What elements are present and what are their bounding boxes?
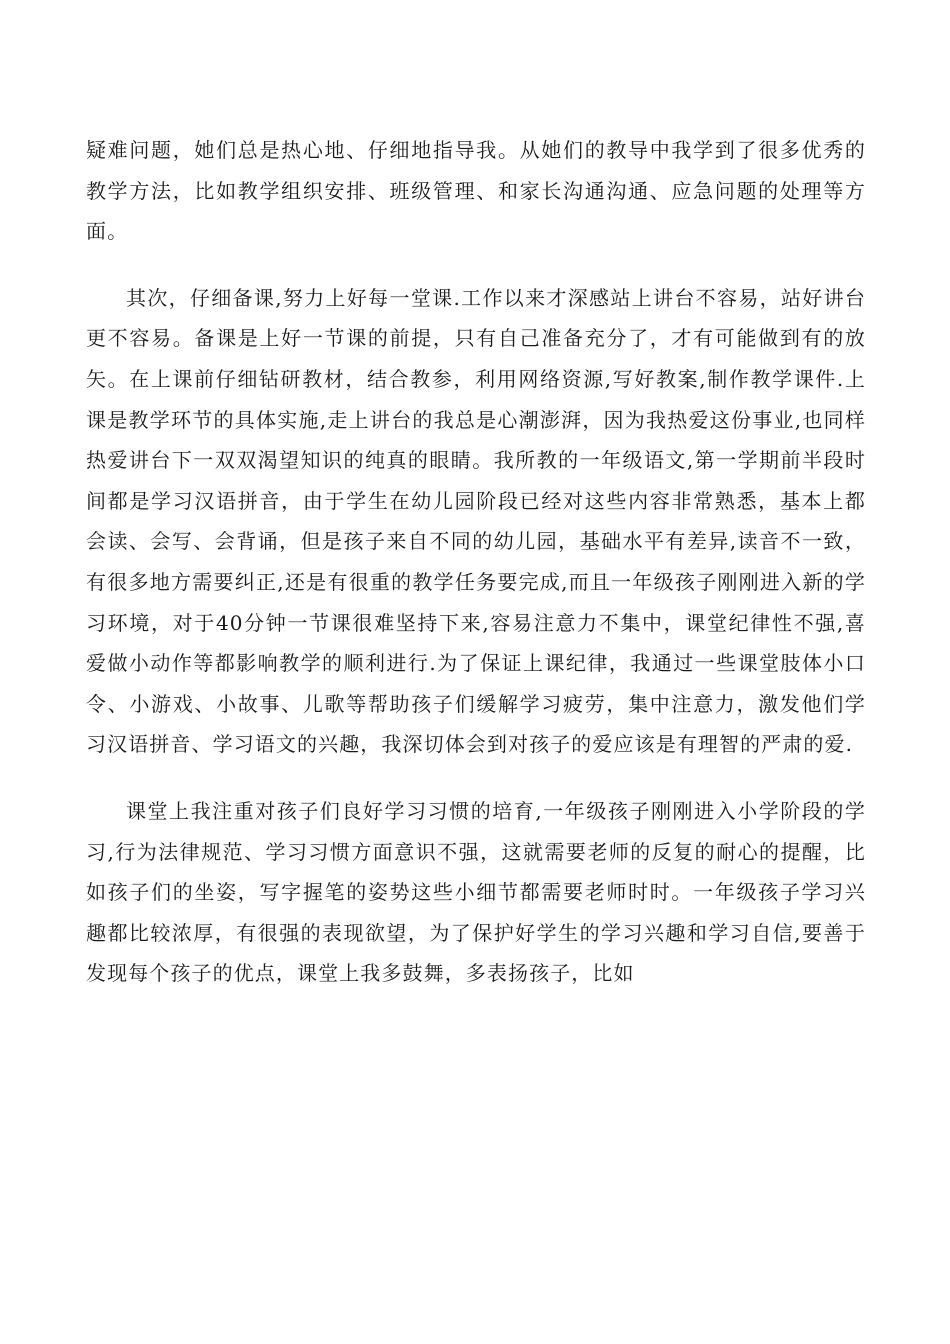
- paragraph-continued: 疑难问题，她们总是热心地、仔细地指导我。从她们的教导中我学到了很多优秀的教学方法，比如教学组织安排、班级管理、和家长沟通沟通、应急问题的处理等方面。: [86, 138, 866, 244]
- paragraph-study-habits: 课堂上我注重对孩子们良好学习习惯的培育,一年级孩子刚刚进入小学阶段的学习,行为法律规范、学习习惯方面意识不强，这就需要老师的反复的耐心的提醒，比如孩子们的坐姿，写字握笔的姿势这些小细节都需要老师时时。一年级孩子学习兴趣都比较浓厚，有很强的表现欲望，为了保护好学生的学习兴趣和学习自信,要善于发现每个孩子的优点，课堂上我多鼓舞，多表扬孩子，比如: [86, 798, 866, 986]
- paragraph-lesson-preparation: 其次，仔细备课,努力上好每一堂课.工作以来才深感站上讲台不容易，站好讲台更不容易。备课是上好一节课的前提，只有自己准备充分了，才有可能做到有的放矢。在上课前仔细钻研教材，结合教参，利用网络资源,写好教案,制作教学课件.上课是教学环节的具体实施,走上讲台的我总是心潮澎湃，因为我热爱这份事业,也同样热爱讲台下一双双渴望知识的纯真的眼睛。我所教的一年级语文,第一学期前半段时间都是学习汉语拼音，由于学生在幼儿园阶段已经对这些内容非常熟悉，基本上都会读、会写、会背诵，但是孩子来自不同的幼儿园，基础水平有差异,读音不一致，有很多地方需要纠正,还是有很重的教学任务要完成,而且一年级孩子刚刚进入新的学习环境，对于40分钟一节课很难坚持下来,容易注意力不集中，课堂纪律性不强,喜爱做小动作等都影响教学的顺利进行.为了保证上课纪律，我通过一些课堂肢体小口令、小游戏、小故事、儿歌等帮助孩子们缓解学习疲劳，集中注意力，激发他们学习汉语拼音、学习语文的兴趣，我深切体会到对孩子的爱应该是有理智的严肃的爱.: [86, 285, 866, 757]
- document-body: [86, 130, 866, 994]
